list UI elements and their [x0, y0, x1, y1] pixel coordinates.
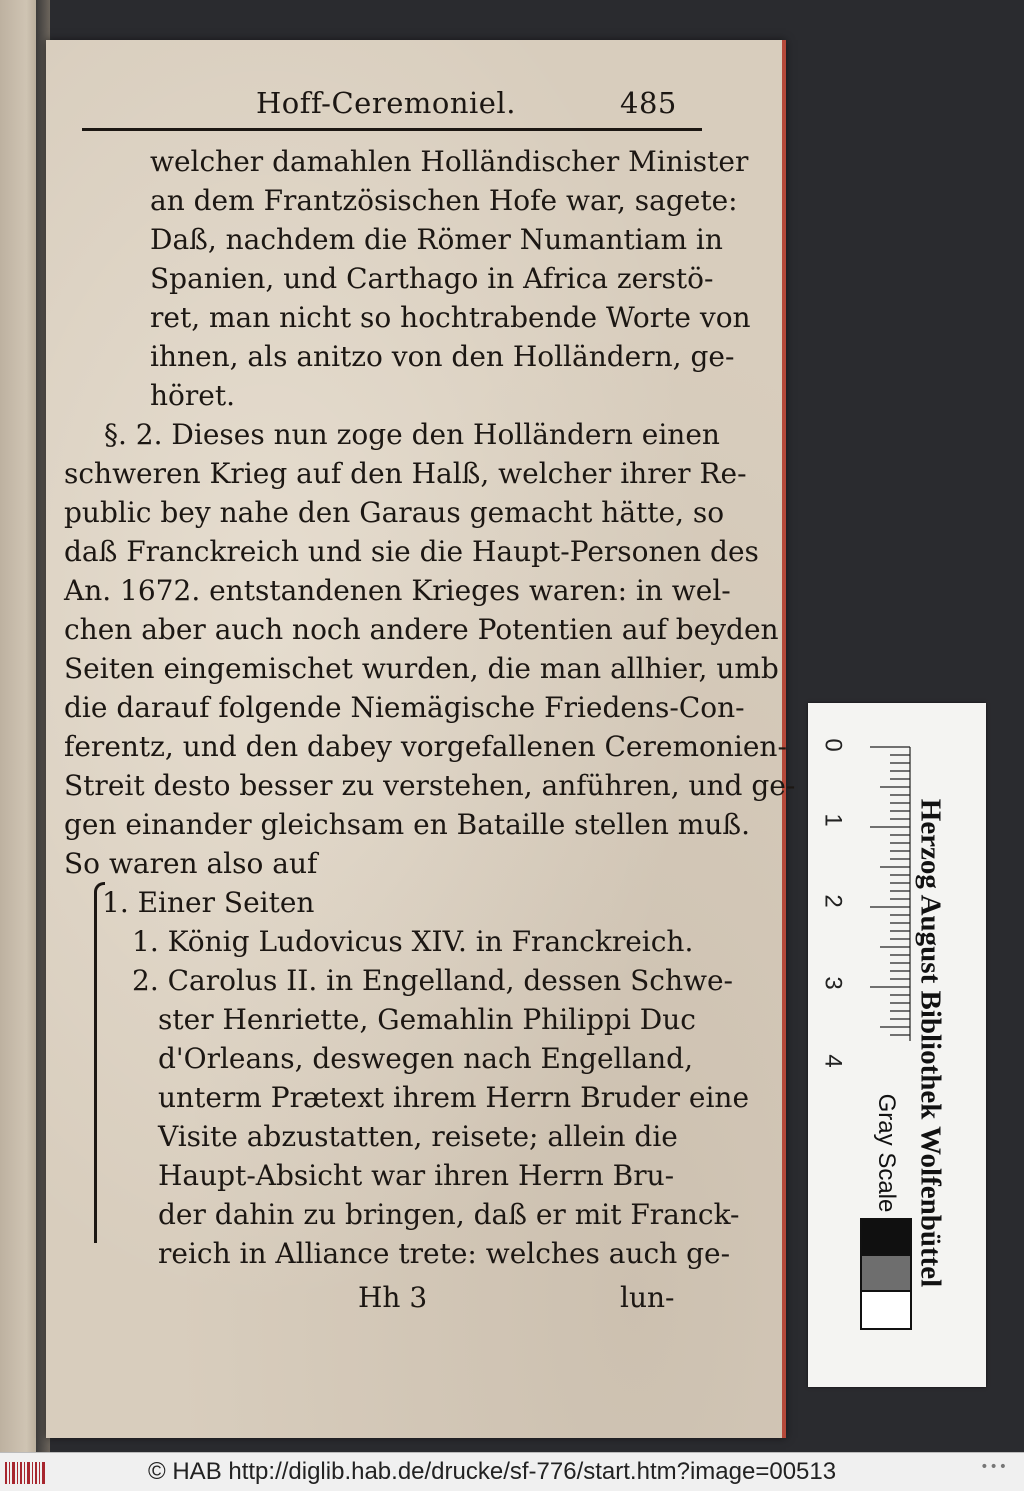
list-heading: 1. Einer Seiten: [102, 886, 315, 919]
header-rule: [82, 128, 702, 131]
institution-label-box: [900, 723, 960, 1363]
list-item: 1. König Ludovicus XIV. in Franckreich.: [132, 925, 694, 958]
text-line: reich in Alliance trete: welches auch ge-: [158, 1237, 731, 1270]
text-line: schweren Krieg auf den Halß, welcher ihrer Re-: [64, 457, 747, 490]
catchword: lun-: [620, 1281, 675, 1314]
copyright-link[interactable]: © HAB http://diglib.hab.de/drucke/sf-776/start.htm?image=00513: [148, 1458, 837, 1485]
ruler-number: 0: [819, 738, 847, 752]
text-line: d'Orleans, deswegen nach Engelland,: [158, 1042, 693, 1075]
text-line: §. 2. Dieses nun zoge den Holländern einen: [104, 418, 720, 451]
page-text: [46, 40, 796, 1438]
text-line: An. 1672. entstandenen Krieges waren: in wel-: [64, 574, 731, 607]
book-page: [46, 40, 796, 1438]
footer-bar: [0, 1452, 1024, 1491]
text-line: Streit desto besser zu verstehen, anführen, und ge-: [64, 769, 796, 802]
more-icon[interactable]: •••: [980, 1459, 1008, 1475]
text-line: So waren also auf: [64, 847, 318, 880]
text-line: gen einander gleichsam en Bataille stellen muß.: [64, 808, 750, 841]
text-line: ferentz, und den dabey vorgefallenen Ceremonien-: [64, 730, 787, 763]
text-line: der dahin zu bringen, daß er mit Franck-: [158, 1198, 740, 1231]
text-line: daß Franckreich und sie die Haupt-Personen des: [64, 535, 759, 568]
text-line: an dem Frantzösischen Hofe war, sagete:: [150, 184, 738, 217]
text-line: Seiten eingemischet wurden, die man allhier, umb: [64, 652, 779, 685]
running-head: Hoff-Ceremoniel.: [256, 86, 516, 120]
institution-label: Herzog August Bibliothek Wolfenbüttel: [914, 798, 947, 1288]
list-item: 2. Carolus II. in Engelland, dessen Schwe-: [132, 964, 734, 997]
ruler-number: 1: [819, 813, 847, 827]
text-line: Haupt-Absicht war ihren Herrn Bru-: [158, 1159, 675, 1192]
ruler-number: 2: [819, 894, 847, 908]
gray-scale-label: Gray Scale: [873, 1093, 900, 1213]
page-number: 485: [620, 86, 677, 120]
list-bracket: [94, 882, 105, 1243]
text-line: welcher damahlen Holländischer Minister: [150, 145, 749, 178]
text-line: ihnen, als anitzo von den Holländern, ge-: [150, 340, 735, 373]
text-line: ret, man nicht so hochtrabende Worte von: [150, 301, 751, 334]
text-line: chen aber auch noch andere Potentien auf beyden: [64, 613, 779, 646]
color-scale-card: [808, 703, 986, 1387]
text-line: public bey nahe den Garaus gemacht hätte, so: [64, 496, 725, 529]
barcode-icon: [4, 1460, 46, 1486]
text-line: Spanien, und Carthago in Africa zerstö-: [150, 262, 714, 295]
text-line: Daß, nachdem die Römer Numantiam in: [150, 223, 723, 256]
text-line: unterm Prætext ihrem Herrn Bruder eine: [158, 1081, 750, 1114]
ruler-number: 4: [819, 1054, 847, 1068]
text-line: Visite abzustatten, reisete; allein die: [158, 1120, 678, 1153]
text-line: die darauf folgende Niemägische Friedens-Con-: [64, 691, 745, 724]
signature-mark: Hh 3: [358, 1281, 428, 1314]
ruler-number: 3: [819, 976, 847, 990]
text-line: ster Henriette, Gemahlin Philippi Duc: [158, 1003, 696, 1036]
text-line: höret.: [150, 379, 235, 412]
